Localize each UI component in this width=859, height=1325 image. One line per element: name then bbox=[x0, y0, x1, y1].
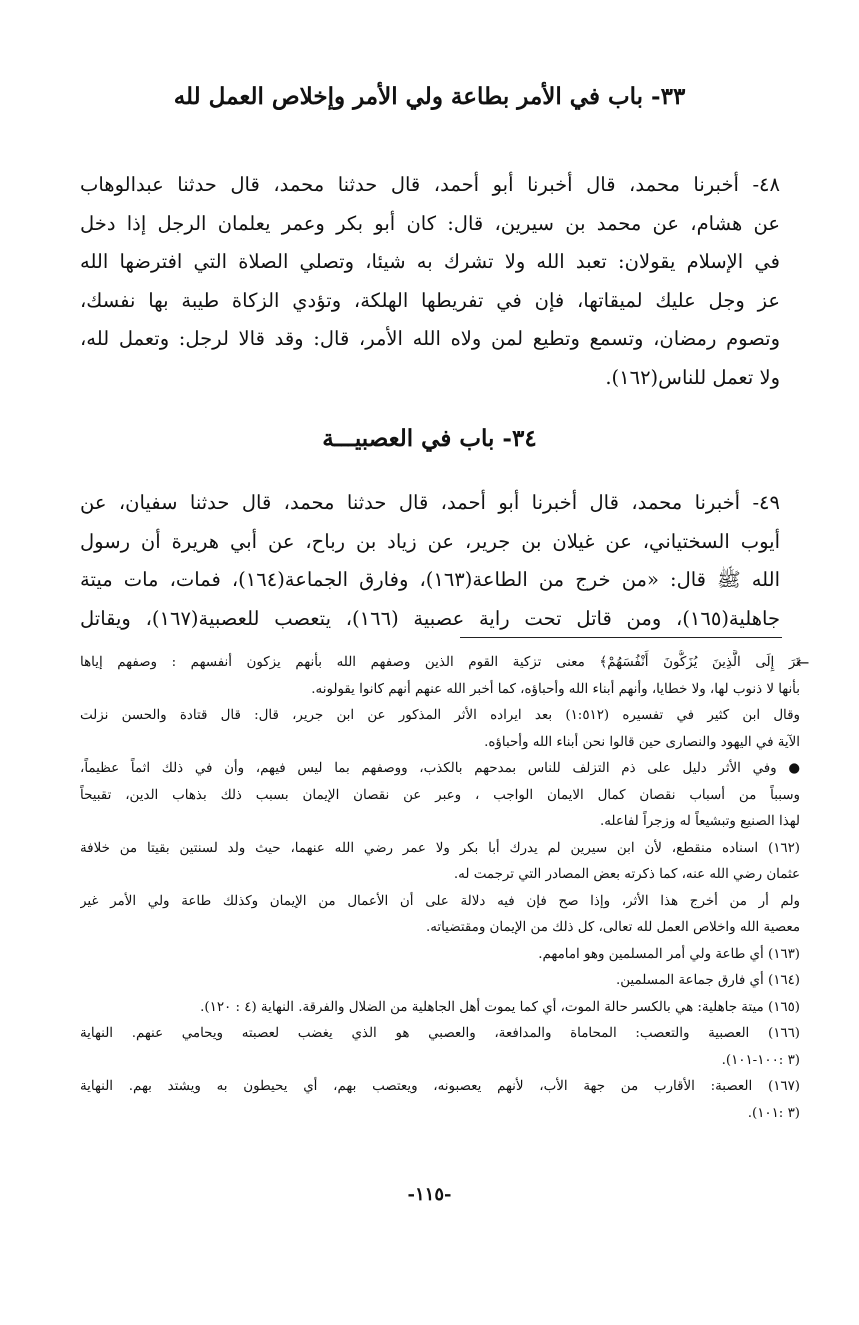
hadith-48-text bbox=[80, 166, 780, 397]
footnote-line: معصية الله واخلاص العمل لله تعالى، كل ذلك من الإيمان ومقتضياته. bbox=[425, 920, 800, 935]
footnote-line: بأنها لا ذنوب لها، ولا خطايا، وأنهم أبناء الله وأحباؤه، كما أخبر الله عنهم أنهم كانوا يقولونه. bbox=[311, 681, 800, 697]
footnote-line: لهذا الصنيع وتبشيعاً له وزجراً لفاعله. bbox=[599, 814, 800, 829]
footnote-line: تَرَ إِلَى الَّذِينَ يُزَكُّونَ أَنْفُسَهُمْ﴾ معنى تزكية القوم الذين وصفهم الله بأنهم يزكون أنفسهم : وصفهم إياها bbox=[80, 655, 800, 670]
text-line: عن هشام، عن محمد بن سيرين، قال: كان أبو بكر وعمر يعلمان الرجل إذا دخل bbox=[80, 211, 780, 235]
footnote-line: (١٦٦) العصبية والتعصب: المحاماة والمدافعة، والعصبي هو الذي يغضب لعصبته ويحامي عنهم. النهاية bbox=[80, 1026, 800, 1041]
text-line: أيوب السختياني، عن غيلان بن جرير، عن زياد بن رباح، عن أبي هريرة أن رسول bbox=[80, 529, 780, 553]
text-line: وتصوم رمضان، وتسمع وتطيع لمن ولاه الله الأمر، قال: وقد قالا لرجل: وتعمل لله، bbox=[80, 327, 780, 350]
continuation-arrow-icon: ← bbox=[796, 653, 810, 672]
footnotes bbox=[80, 650, 800, 1127]
footnote-line: (٣ :١٠٠-١٠١). bbox=[721, 1052, 800, 1068]
footnote-line: وقال ابن كثير في تفسيره (١:٥١٢) بعد ايراده الأثر المذكور عن ابن جرير، قال: قال قتادة والحسن نزلت bbox=[80, 708, 800, 723]
page-number: -١١٥- bbox=[407, 1184, 452, 1205]
chapter-34-heading: ٣٤- باب في العصبيـــة bbox=[322, 425, 537, 452]
footnote-line: ولم أر من أخرج هذا الأثر، وإذا صح فإن فيه دلالة على أن الأعمال من الإيمان وكذلك طاعة ولي الأمر غير bbox=[80, 893, 800, 909]
chapter-33-heading: ٣٣- باب في الأمر بطاعة ولي الأمر وإخلاص العمل لله bbox=[173, 83, 686, 110]
footnote-line: عثمان رضي الله عنه، كما ذكرته بعض المصادر التي ترجمت له. bbox=[453, 867, 800, 882]
footnote-separator bbox=[460, 637, 782, 638]
text-line: عز وجل عليك لميقاتها، فإن في تفريطها الهلكة، وتؤدي الزكاة طيبة بها نفسك، bbox=[80, 288, 780, 312]
footnote-line: (١٦٢) اسناده منقطع، لأن ابن سيرين لم يدرك أبا بكر ولا عمر رضي الله عنهما، حيث ولد لسنتين بقيتا من خلافة bbox=[80, 840, 800, 856]
text-line: ٤٩- أخبرنا محمد، قال أخبرنا أبو أحمد، قال حدثنا محمد، قال حدثنا سفيان، عن bbox=[80, 491, 780, 514]
footnote-line: وسبباً من أسباب نقصان كمال الايمان الواجب ، وعبر عن نقصان الإيمان بسبب ذلك بذهاب الدين، تقبيحاً bbox=[80, 787, 800, 803]
footnote-line: ● وفي الأثر دليل على ذم التزلف للناس بمدحهم بالكذب، ووصفهم بما ليس فيهم، وأن في ذلك اثماً عظيماً، bbox=[80, 761, 800, 776]
footnote-line: (٣ :١٠١). bbox=[747, 1105, 800, 1121]
text-line: ٤٨- أخبرنا محمد، قال أخبرنا أبو أحمد، قال حدثنا محمد، قال حدثنا عبدالوهاب bbox=[80, 173, 780, 196]
footnote-line: (١٦٣) أي طاعة ولي أمر المسلمين وهو امامهم. bbox=[538, 946, 800, 962]
footnote-line: الآية في اليهود والنصارى حين قالوا نحن أبناء الله وأحباؤه. bbox=[484, 734, 800, 750]
text-line: ولا تعمل للناس(١٦٢). bbox=[605, 365, 780, 389]
footnote-line: (١٦٤) أي فارق جماعة المسلمين. bbox=[615, 973, 800, 988]
hadith-49-text bbox=[80, 484, 780, 638]
footnote-line: (١٦٥) ميتة جاهلية: هي بالكسر حالة الموت، أي كما يموت أهل الجاهلية من الضلال والفرقة. النهاية (٤ : ١٢٠). bbox=[200, 999, 800, 1015]
text-line: الله ﷺ قال: «من خرج من الطاعة(١٦٣)، وفارق الجماعة(١٦٤)، فمات، مات ميتة bbox=[80, 568, 780, 591]
footnote-line: (١٦٧) العصبة: الأقارب من جهة الأب، لأنهم يعصبونه، ويعتصب بهم، أي يحيطون به ويشتد بهم. النهاية bbox=[80, 1079, 800, 1094]
text-line: في الإسلام يقولان: تعبد الله ولا تشرك به شيئا، وتصلي الصلاة التي افترضها الله bbox=[80, 250, 780, 273]
text-line: جاهلية(١٦٥)، ومن قاتل تحت راية عصبية (١٦٦)، يتعصب للعصبية(١٦٧)، ويقاتل bbox=[80, 606, 780, 630]
